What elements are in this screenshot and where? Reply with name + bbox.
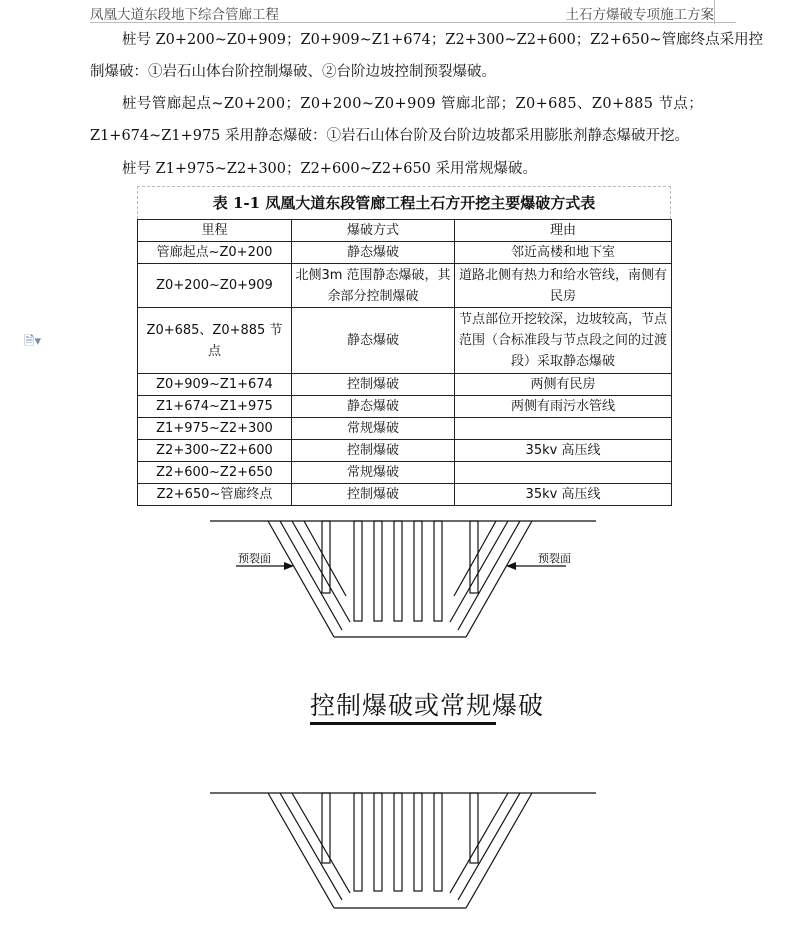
cell-method: 常规爆破 <box>292 418 455 440</box>
cell-method: 常规爆破 <box>292 462 455 484</box>
cell-method: 静态爆破 <box>292 396 455 418</box>
paragraph-2-line-1: 桩号管廊起点~Z0+200；Z0+200~Z0+909 管廊北部；Z0+685、Z0+885 节点； <box>122 96 704 112</box>
cell-mileage: Z1+674~Z1+975 <box>138 396 292 418</box>
cell-mileage: Z2+300~Z2+600 <box>138 440 292 462</box>
cell-reason: 道路北侧有热力和给水管线，南侧有民房 <box>455 264 672 308</box>
cell-mileage: Z2+650~管廊终点 <box>138 484 292 506</box>
paragraph-2-line-2: Z1+674~Z1+975 采用静态爆破：①岩石山体台阶及台阶边坡都采用膨胀剂静态爆破开挖。 <box>90 128 690 144</box>
cell-mileage: Z0+200~Z0+909 <box>138 264 292 308</box>
presplit-label-left: 预裂面 <box>238 552 271 565</box>
cell-method: 静态爆破 <box>292 242 455 264</box>
cell-mileage: Z0+685、Z0+885 节点 <box>138 308 292 374</box>
header-cell-method: 爆破方式 <box>292 220 455 242</box>
cell-reason: 节点部位开挖较深，边坡较高，节点范围（合标准段与节点段之间的过渡段）采取静态爆破 <box>455 308 672 374</box>
caption-underline <box>310 722 496 725</box>
cell-method: 静态爆破 <box>292 308 455 374</box>
table-title: 表 1-1 凤凰大道东段管廊工程土石方开挖主要爆破方式表 <box>137 186 671 219</box>
document-outline-icon[interactable]: 🗎▾ <box>24 334 41 349</box>
paragraph-1-line-1: 桩号 Z0+200~Z0+909；Z0+909~Z1+674；Z2+300~Z2+600；Z2+650~管廊终点采用控 <box>122 32 764 48</box>
cell-reason: 两侧有雨污水管线 <box>455 396 672 418</box>
cell-mileage: Z1+975~Z2+300 <box>138 418 292 440</box>
cell-method: 北侧3m 范围静态爆破，其余部分控制爆破 <box>292 264 455 308</box>
header-title-left: 凤凰大道东段地下综合管廊工程 <box>90 7 279 23</box>
cell-reason: 35kv 高压线 <box>455 440 672 462</box>
header-cell-mileage: 里程 <box>138 220 292 242</box>
header-cell-reason: 理由 <box>455 220 672 242</box>
cell-mileage: 管廊起点~Z0+200 <box>138 242 292 264</box>
cell-mileage: Z0+909~Z1+674 <box>138 374 292 396</box>
cell-mileage: Z2+600~Z2+650 <box>138 462 292 484</box>
cell-reason: 邻近高楼和地下室 <box>455 242 672 264</box>
cell-method: 控制爆破 <box>292 484 455 506</box>
cell-method: 控制爆破 <box>292 374 455 396</box>
paragraph-1-line-2: 制爆破：①岩石山体台阶控制爆破、②台阶边坡控制预裂爆破。 <box>90 64 496 80</box>
paragraph-3: 桩号 Z1+975~Z2+300；Z2+600~Z2+650 采用常规爆破。 <box>122 161 538 177</box>
cell-method: 控制爆破 <box>292 440 455 462</box>
presplit-label-right: 预裂面 <box>538 552 571 565</box>
cell-reason: 35kv 高压线 <box>455 484 672 506</box>
diagram-caption: 控制爆破或常规爆破 <box>310 691 545 720</box>
cell-reason: 两侧有民房 <box>455 374 672 396</box>
header-title-right: 土石方爆破专项施工方案 <box>565 7 714 23</box>
